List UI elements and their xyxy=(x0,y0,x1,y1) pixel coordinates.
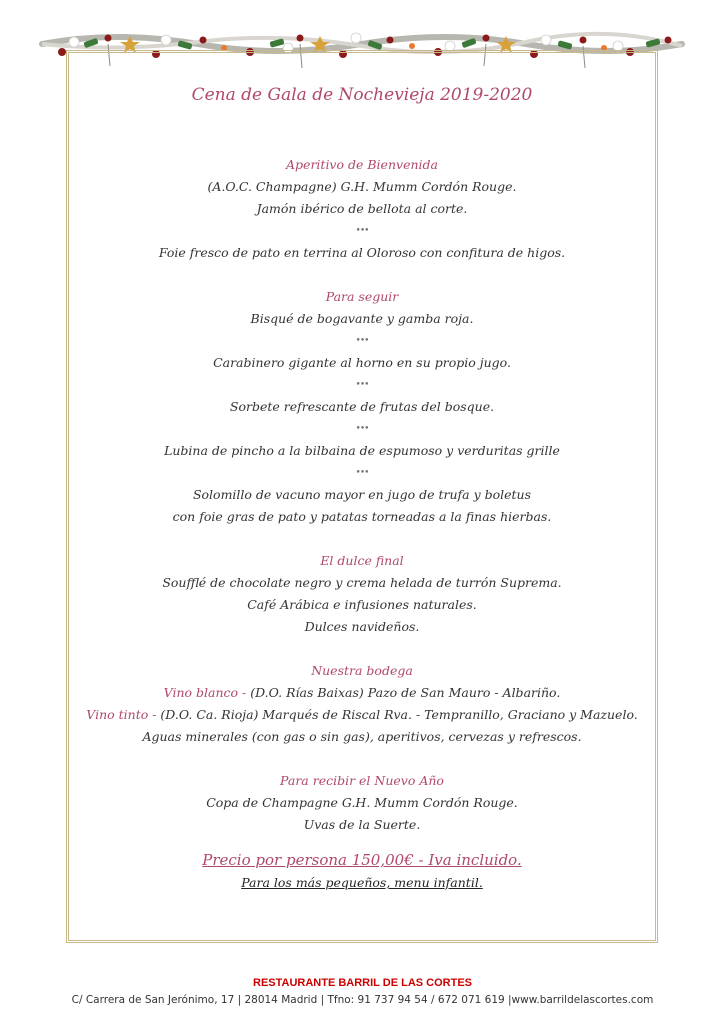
menu-item-drinks: Aguas minerales (con gas o sin gas), aperitivos, cervezas y refrescos. xyxy=(142,729,582,744)
menu-item: Jamón ibérico de bellota al corte. xyxy=(256,201,468,216)
wine-red-text: (D.O. Ca. Rioja) Marqués de Riscal Rva. - Tempranillo, Graciano y Mazuelo. xyxy=(156,707,638,722)
section-title-bodega: Nuestra bodega xyxy=(311,663,413,678)
menu-title: Cena de Gala de Nochevieja 2019-2020 xyxy=(191,85,533,105)
section-title-aperitivo: Aperitivo de Bienvenida xyxy=(286,157,438,172)
menu-item: Copa de Champagne G.H. Mumm Cordón Rouge. xyxy=(206,795,518,810)
menu-item: Foie fresco de pato en terrina al Oloroso con confitura de higos. xyxy=(158,245,566,260)
separator-dots: ••• xyxy=(355,380,369,390)
menu-item: Café Arábica e infusiones naturales. xyxy=(247,597,477,612)
menu-item: Bisqué de bogavante y gamba roja. xyxy=(250,311,474,326)
separator-dots: ••• xyxy=(355,468,369,478)
section-title-nuevo-ano: Para recibir el Nuevo Año xyxy=(280,773,444,788)
menu-item: con foie gras de pato y patatas torneadas a la finas hierbas. xyxy=(172,509,552,524)
restaurant-name: RESTAURANTE BARRIL DE LAS CORTES xyxy=(253,977,472,989)
wine-white-line xyxy=(66,682,658,704)
menu-item: Lubina de pincho a la bilbaina de espumoso y verduritas grille xyxy=(164,443,560,458)
separator-dots: ••• xyxy=(355,424,369,434)
restaurant-address: C/ Carrera de San Jerónimo, 17 | 28014 Madrid | Tfno: 91 737 94 54 / 672 071 619 |www.barrildelascortes.com xyxy=(71,994,654,1006)
kids-menu-note: Para los más pequeños, menu infantil. xyxy=(241,875,483,890)
wine-white-text: (D.O. Rías Baixas) Pazo de San Mauro - Albariño. xyxy=(246,685,561,700)
section-title-dulce-final: El dulce final xyxy=(320,553,404,568)
menu-item: Dulces navideños. xyxy=(304,619,420,634)
wine-red-line xyxy=(66,704,658,726)
separator-dots: ••• xyxy=(355,226,369,236)
separator-dots: ••• xyxy=(355,336,369,346)
menu-item: Uvas de la Suerte. xyxy=(303,817,421,832)
section-title-para-seguir: Para seguir xyxy=(325,289,399,304)
wine-red-label: Vino tinto - xyxy=(86,707,157,722)
menu-content xyxy=(66,80,658,894)
price-per-person: Precio por persona 150,00€ - Iva incluido. xyxy=(202,851,522,869)
menu-item: Soufflé de chocolate negro y crema helada de turrón Suprema. xyxy=(162,575,562,590)
menu-item: Solomillo de vacuno mayor en jugo de trufa y boletus xyxy=(192,487,532,502)
footer xyxy=(0,976,725,1008)
menu-item: Carabinero gigante al horno en su propio jugo. xyxy=(213,355,511,370)
menu-item: (A.O.C. Champagne) G.H. Mumm Cordón Rouge. xyxy=(207,179,517,194)
menu-item: Sorbete refrescante de frutas del bosque. xyxy=(229,399,495,414)
wine-white-label: Vino blanco - xyxy=(163,685,247,700)
